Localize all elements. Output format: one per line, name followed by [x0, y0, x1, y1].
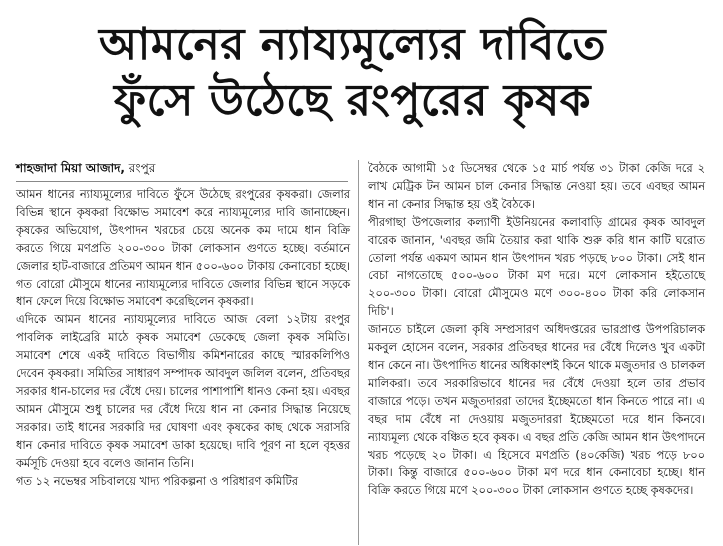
- left-paragraph-3: গত ১২ নভেম্বর সচিবালয়ে খাদ্য পরিকল্পনা ও পরিধারণ কমিটির: [16, 474, 298, 488]
- byline-author: শাহজাদা মিয়া আজাদ,: [16, 161, 125, 175]
- left-paragraph-2: এদিকে আমন ধানের ন্যায্যমূল্যের দাবিতে আজ বেলা ১২টায় রংপুর পাবলিক লাইব্রেরি মাঠে কৃষক সমাবেশ ডেকেছে জেলা কৃষক সমিতি। সমাবেশ শেষে একই দাবিতে বিভাগীয় কমিশনারের কাছে স্মারকলিপিও দেবেন কৃষকরা। সমিতির সাধারণ সম্পাদক আবদুল জলিল বলেন, প্রতিবছর সরকার ধান-চালের দর বেঁধে দেয়। চালের পাশাপাশি ধানও কেনা হয়। এবছর আমন মৌসুমে শুধু চালের দর বেঁধে দিয়ে ধান না কেনার সিদ্ধান্ত নিয়েছে সরকার। তাই ধানের সরকারি দর ঘোষণা এবং কৃষকের কাছ থেকে সরাসরি ধান কেনার দাবিতে কৃষক সমাবেশ ডাকা হয়েছে। দাবি পূরণ না হলে বৃহত্তর কর্মসূচি দেওয়া হবে বলেও জানান তিনি।: [16, 313, 350, 470]
- headline-line-1: আমনের ন্যায্যমূল্যের দাবিতে: [99, 19, 606, 70]
- right-paragraph-2: পীরগাছা উপজেলার কল্যাণী ইউনিয়নের কলাবাড়ি গ্রামের কৃষক আবদুল বারেক জানান, 'এবছর জমি তৈয়ার করা থাকি শুরু করি ধান কাটি ঘরোত তোলা পর্যন্ত একমণ আমন ধান উৎপাদন খরচ পড়ছে ৮০০ টাকা। সেই ধান বেচা নাগতোছে ৫০০-৬০০ টাকা মণ দরে। মণে লোকসান হইতোছে ২০০-৩০০ টাকা। বোরো মৌসুমেও মণে ৩০০-৪০০ টাকা করি লোকসান দিচি'।: [368, 215, 705, 319]
- right-paragraph-3: জানতে চাইলে জেলা কৃষি সম্প্রসারণ অধিদপ্তরের ভারপ্রাপ্ত উপপরিচালক মকবুল হোসেন বলেন, সরকার প্রতিবছর ধানের দর বেঁধে দিলেও খুব একটা ধান কেনে না। উৎপাদিত ধানের অধিকাংশই কিনে থাকে মজুতদার ও চালকল মালিকরা। তবে সরকারিভাবে ধানের দর বেঁধে দেওয়া হলে তার প্রভাব বাজারে পড়ে। তখন মজুতদাররা তাদের ইচ্ছেমতো ধান কিনতে পারে না। এ বছর দাম বেঁধে না দেওয়ায় মজুতদাররা ইচ্ছেমতো দরে ধান কিনবে। ন্যায্যমূল্য থেকে বঞ্চিত হবে কৃষক। এ বছর প্রতি কেজি আমন ধান উৎপাদনে খরচ পড়েছে ২০ টাকা। এ হিসেবে মণপ্রতি (৪০কেজি) খরচ পড়ে ৮০০ টাকা। কিন্তু বাজারে ৫০০-৬০০ টাকা মণ দরে ধান কেনাবেচা হচ্ছে। ধান বিক্রি করতে গিয়ে মণে ২০০-৩০০ টাকা লোকসান গুণতে হচ্ছে কৃষকদের।: [368, 323, 705, 498]
- left-paragraph-1: আমন ধানের ন্যায্যমূল্যের দাবিতে ফুঁসে উঠেছে রংপুরের কৃষকরা। জেলার বিভিন্ন স্থানে কৃষকরা বিক্ষোভ সমাবেশ করে ন্যায্যমূল্যের দাবি জানাচ্ছেন। কৃষকের অভিযোগ, উৎপাদন খরচের চেয়ে অনেক কম দামে ধান বিক্রি করতে গিয়ে মণপ্রতি ২০০-৩০০ টাকা লোকসান গুণতে হচ্ছে। বর্তমানে জেলার হাট-বাজারে প্রতিমণ আমন ধান ৫০০-৬০০ টাকায় কেনাবেচা হচ্ছে। গত বোরো মৌসুমে ধানের ন্যায্যমূল্যের দাবিতে জেলার বিভিন্ন স্থানে সড়কে ধান ফেলে দিয়ে বিক্ষোভ সমাবেশ করেছিলেন কৃষকরা।: [16, 188, 350, 309]
- article-column-right: [368, 160, 705, 500]
- article-column-left: [16, 186, 350, 490]
- byline: [16, 161, 155, 175]
- headline: [0, 0, 705, 128]
- headline-line-2: ফুঁসে উঠেছে রংপুরের কৃষক: [113, 75, 592, 126]
- byline-rule: [16, 181, 348, 182]
- column-divider: [358, 160, 359, 545]
- byline-place: রংপুর: [128, 161, 156, 175]
- right-paragraph-1: বৈঠকে আগামী ১৫ ডিসেম্বর থেকে ১৫ মার্চ পর্যন্ত ৩১ টাকা কেজি দরে ২ লাখ মেট্রিক টন আমন চাল কেনার সিদ্ধান্ত নেওয়া হয়। তবে এবছর আমন ধান না কেনার সিদ্ধান্ত হয় ওই বৈঠকে।: [368, 162, 705, 211]
